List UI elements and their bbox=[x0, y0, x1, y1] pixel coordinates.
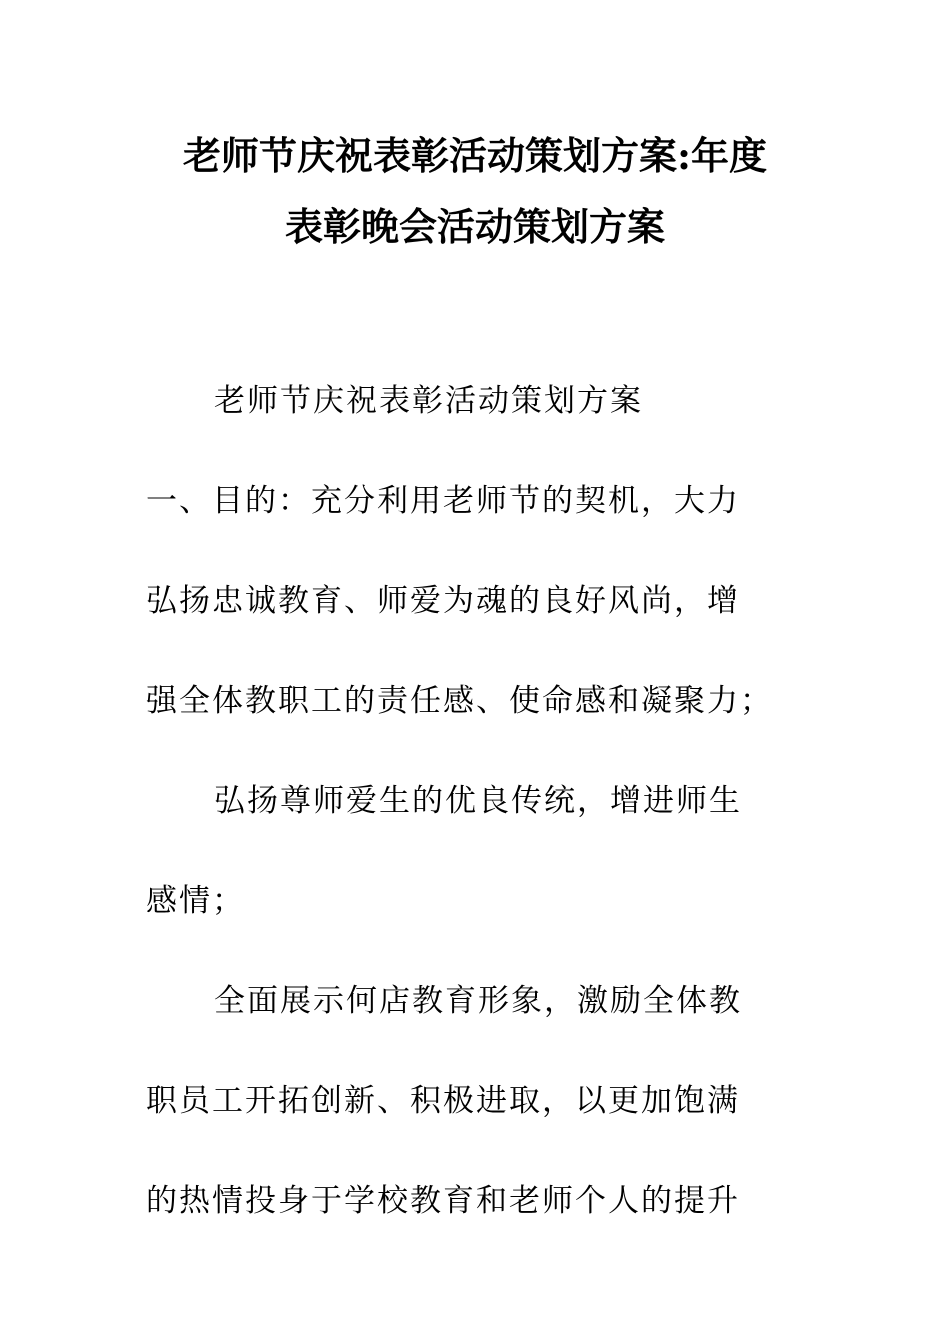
document-title-line-2: 表彰晚会活动策划方案 bbox=[284, 204, 665, 249]
paragraph-line: 一、目的：充分利用老师节的契机，大力 bbox=[146, 483, 740, 519]
paragraph-line: 的热情投身于学校教育和老师个人的提升 bbox=[146, 1183, 740, 1219]
paragraph-line: 职员工开拓创新、积极进取，以更加饱满 bbox=[146, 1083, 740, 1119]
paragraph-line: 感情； bbox=[146, 883, 245, 919]
paragraph-line: 强全体教职工的责任感、使命感和凝聚力； bbox=[146, 683, 773, 719]
paragraph-line: 全面展示何店教育形象，激励全体教 bbox=[214, 983, 742, 1019]
document-title-line-1: 老师节庆祝表彰活动策划方案:年度 bbox=[182, 133, 768, 178]
section-heading: 老师节庆祝表彰活动策划方案 bbox=[214, 383, 643, 419]
paragraph-line: 弘扬尊师爱生的优良传统，增进师生 bbox=[214, 783, 742, 819]
paragraph-line: 弘扬忠诚教育、师爱为魂的良好风尚，增 bbox=[146, 583, 740, 619]
